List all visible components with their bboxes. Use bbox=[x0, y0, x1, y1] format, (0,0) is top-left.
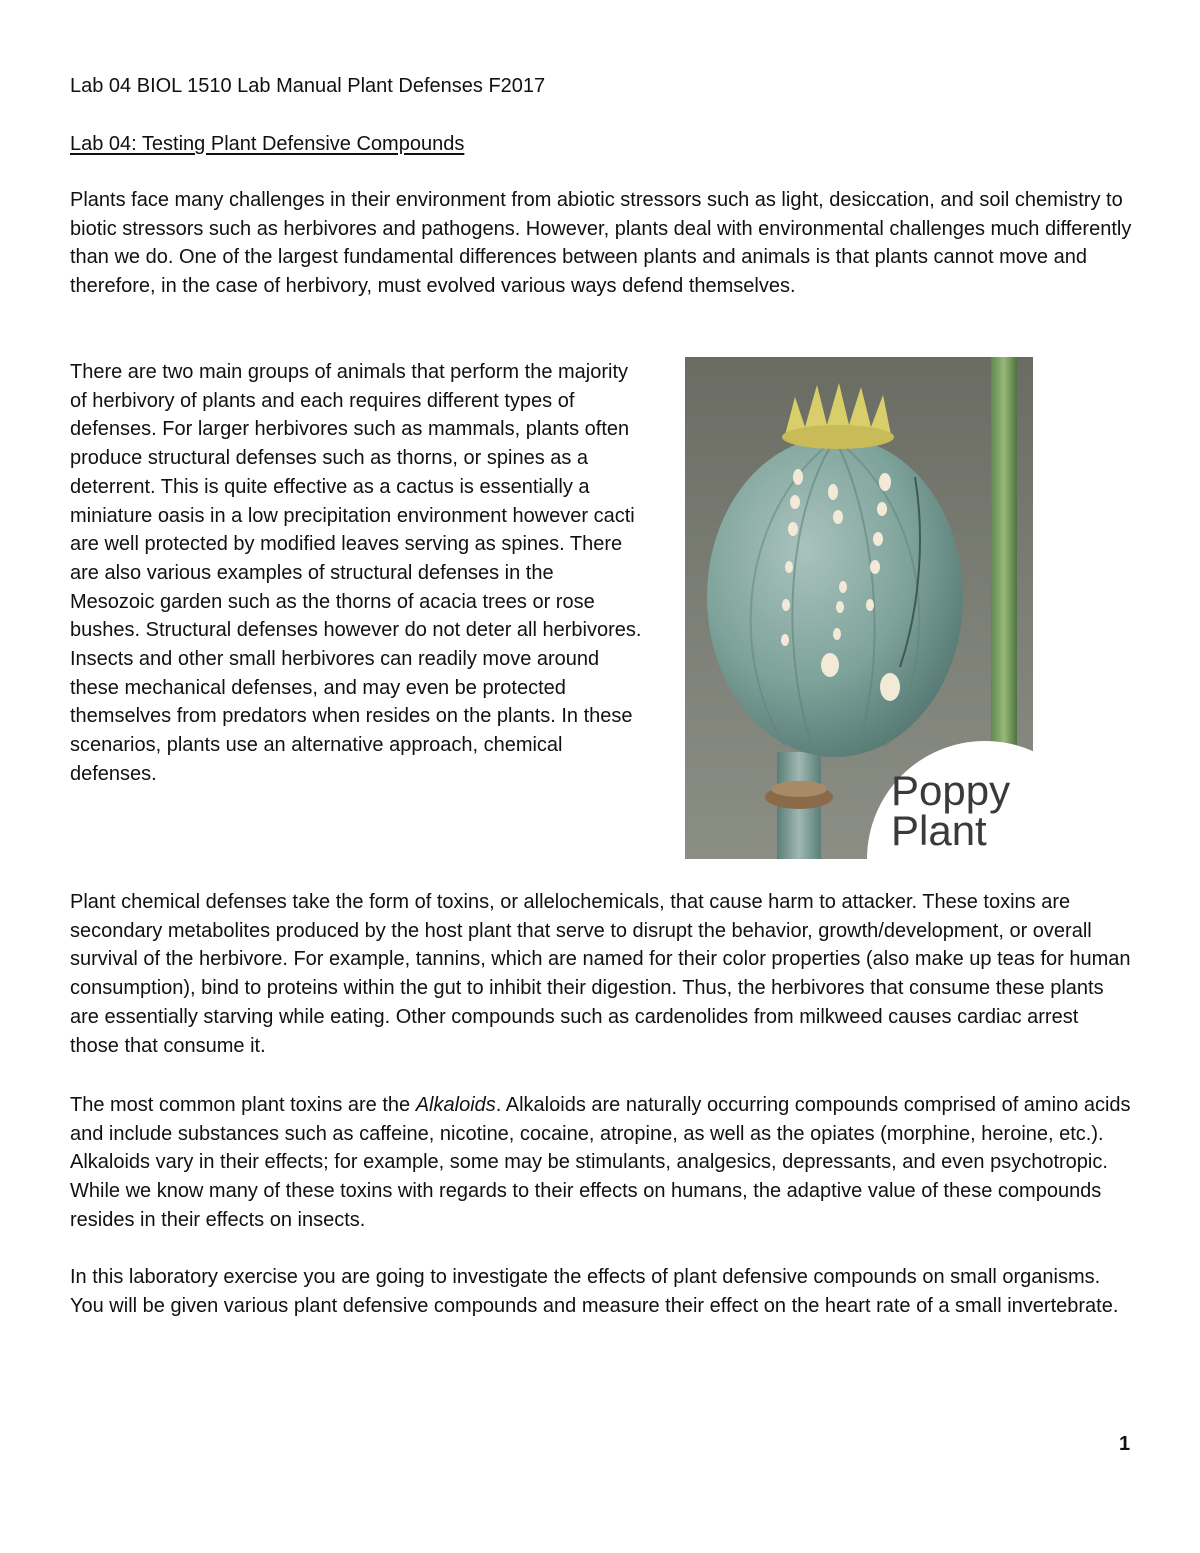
photo-caption-line2: Plant bbox=[891, 807, 987, 854]
herbivory-paragraph: There are two main groups of animals that perform the majority of herbivory of plants and each requires different types of defenses. For larger herbivores such as mammals, plants often produce structural defenses such as thorns, or spines as a deterrent. This is quite effective as a cactus is essentially a miniature oasis in a low precipitation environment however cacti are well protected by modified leaves serving as spines. There are also various examples of structural defenses in the Mesozoic garden such as the thorns of acacia trees or rose bushes. Structural defenses however do not deter all herbivores. Insects and other small herbivores can readily move around these mechanical defenses, and may even be protected themselves from predators when resides on the plants. In these scenarios, plants use an alternative approach, chemical defenses. bbox=[70, 361, 642, 785]
intro-paragraph: Plants face many challenges in their environment from abiotic stressors such as light, desiccation, and soil chemistry to biotic stressors such as herbivores and pathogens. However, plants deal with environmental challenges much differently than we do. One of the largest fundamental differences between plants and animals is that plants cannot move and therefore, in the case of herbivory, must evolved various ways defend themselves. bbox=[70, 189, 1132, 298]
alkaloids-term: Alkaloids bbox=[415, 1094, 496, 1116]
page-number: 1 bbox=[1119, 1433, 1131, 1455]
alkaloids-paragraph bbox=[70, 1091, 1132, 1235]
lab-exercise-paragraph: In this laboratory exercise you are going to investigate the effects of plant defensive compounds on small organisms. You will be given various plant defensive compounds and measure their effect on the heart rate of a small invertebrate. bbox=[70, 1266, 1119, 1317]
alkaloids-text-start: The most common plant toxins are the bbox=[70, 1094, 416, 1116]
photo-caption-line1: Poppy bbox=[891, 767, 1011, 814]
chemical-defenses-paragraph: Plant chemical defenses take the form of toxins, or allelochemicals, that cause harm to attacker. These toxins are secondary metabolites produced by the host plant that serve to disrupt the behavior, growth/development, or overall survival of the herbivore. For example, tannins, which are named for their color properties (also make up teas for human consumption), bind to proteins within the gut to inhibit their digestion. Thus, the herbivores that consume these plants are essentially starving while eating. Other compounds such as cardenolides from milkweed causes cardiac arrest those that consume it. bbox=[70, 891, 1131, 1057]
document-header: Lab 04 BIOL 1510 Lab Manual Plant Defenses F2017 bbox=[70, 75, 546, 97]
lab-title: Lab 04: Testing Plant Defensive Compounds bbox=[70, 133, 465, 155]
alkaloids-text-rest: . Alkaloids are naturally occurring compounds comprised of amino acids and include substances such as caffeine, nicotine, cocaine, atropine, as well as the opiates (morphine, heroine, etc.). Alkaloids vary in their effects; for example, some may be stimulants, analgesics, depressants, and even psychotropic. While we know many of these toxins with regards to their effects on humans, the adaptive value of these compounds resides in their effects on insects. bbox=[70, 1094, 1131, 1231]
poppy-plant-photo bbox=[685, 357, 1033, 859]
photo-caption bbox=[891, 767, 1011, 854]
